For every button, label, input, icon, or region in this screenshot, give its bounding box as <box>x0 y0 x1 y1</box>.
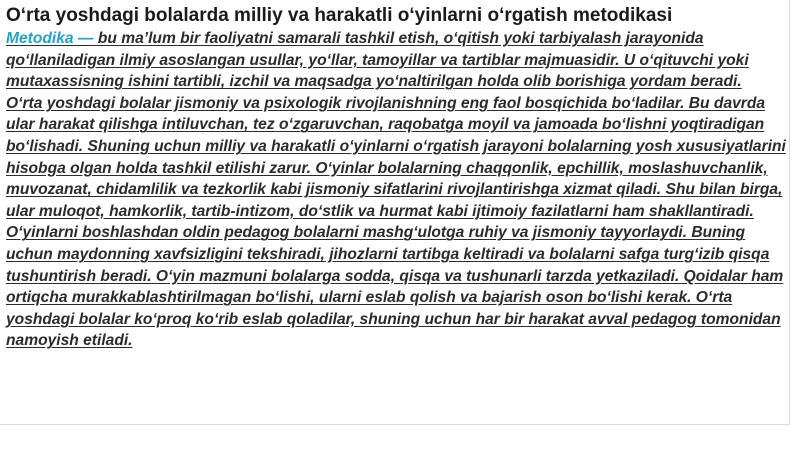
slide-border-bottom <box>0 424 790 425</box>
slide-border-right <box>789 0 790 424</box>
paragraph-age-characteristics: O‘rta yoshdagi bolalar jismoniy va psixologik rivojlanishning eng faol bosqichida bo‘ladilar. Bu davrda ular harakat qilishga intiluvchan, tez o‘zgaruvchan, raqobatga moyil va jamoada bo‘lishni yoqtiradigan bo‘lishadi. Shuning uchun milliy va harakatli o‘yinlarni o‘rgatish jarayoni bolalarning yosh xususiyatlarini hisobga olgan holda tashkil etilishi zarur. O‘yinlar bolalarning chaqqonlik, epchillik, moslashuvchanlik, muvozanat, chidamlilik va tezkorlik kabi jismoniy sifatlarini rivojlantirishga xizmat qiladi. Shu bilan birga, ular muloqot, hamkorlik, tartib-intizom, do‘stlik va hurmat kabi ijtimoiy fazilatlarni ham shakllantiradi. <box>6 94 786 220</box>
definition-text: bu ma’lum bir faoliyatni samarali tashkil etish, o‘qitish yoki tarbiyalash jarayonida qo‘llaniladigan ilmiy asoslangan usullar, yo‘llar, tamoyillar va tartiblar majmuasidir. U o‘qituvchi yoki mutaxassisning ishini tartibli, izchil va maqsadga yo‘naltirilgan holda olib borishiga yordam beradi. <box>6 30 749 91</box>
paragraph-definition <box>6 28 786 93</box>
paragraph-game-preparation: O‘yinlarni boshlashdan oldin pedagog bolalarni mashg‘ulotga ruhiy va jismoniy tayyorlaydi. Buning uchun maydonning xavfsizligini tekshiradi, jihozlarni tartibga keltiradi va bolalarni safga turg‘izib qisqa tushuntirish beradi. O‘yin mazmuni bolalarga sodda, qisqa va tushunarli tarzda yetkaziladi. Qoidalar ham ortiqcha murakkablashtirilmagan bo‘lishi, ularni eslab qolish va bajarish oson bo‘lishi kerak. O‘rta yoshdagi bolalar ko‘proq ko‘rib eslab qoladilar, shuning uchun har bir harakat avval pedagog tomonidan namoyish etiladi. <box>6 224 784 350</box>
slide-title: O‘rta yoshdagi bolalarda milliy va harakatli o‘yinlarni o‘rgatish metodikasi <box>6 5 673 26</box>
slide-body <box>6 28 786 352</box>
term-metodika: Metodika — <box>6 30 94 47</box>
